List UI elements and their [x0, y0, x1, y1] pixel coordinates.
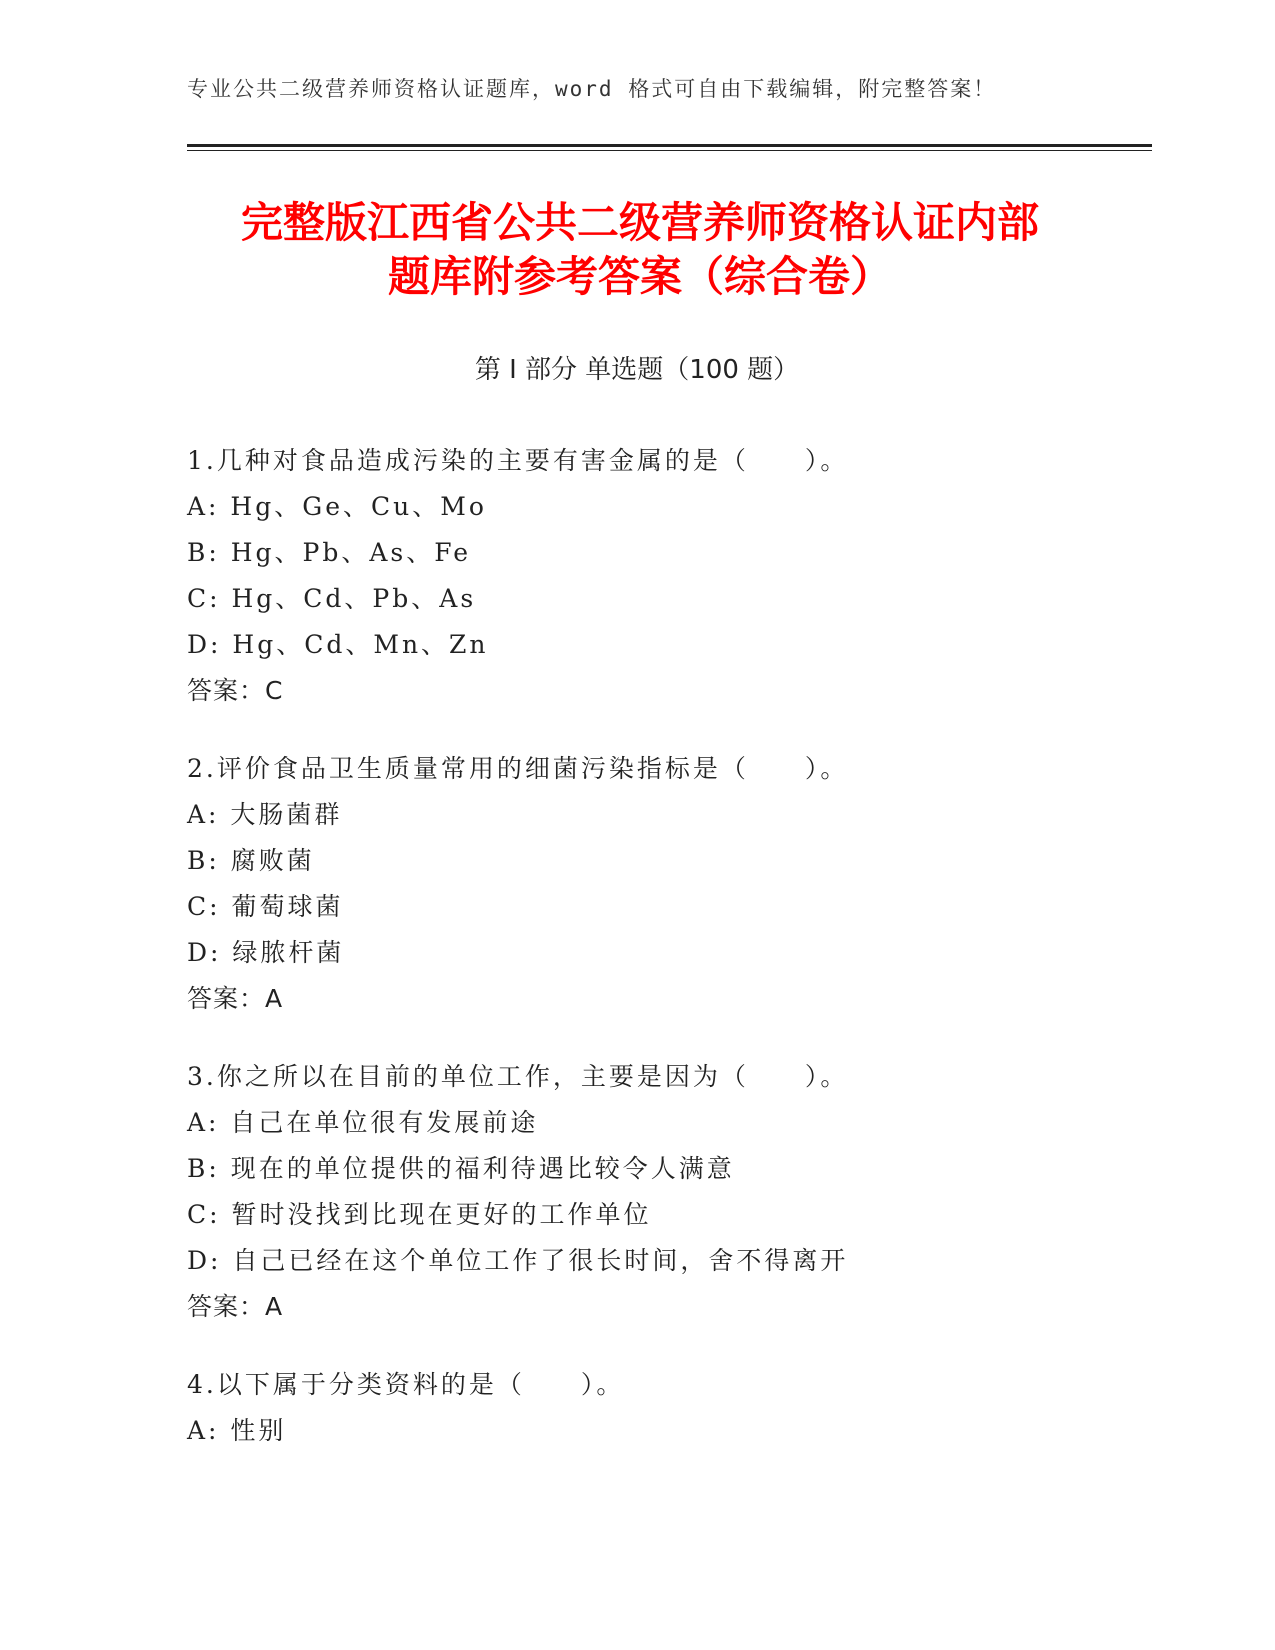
- question-1: [187, 438, 1147, 714]
- header-rule-thick: [187, 144, 1152, 147]
- header-rule-thin: [187, 150, 1152, 151]
- option-a: A: 性别: [187, 1416, 287, 1445]
- option-b: B: Hg、Pb、As、Fe: [187, 538, 472, 567]
- option-c: C: 葡萄球菌: [187, 892, 344, 921]
- answer: 答案：A: [187, 984, 284, 1013]
- option-a: A: 自己在单位很有发展前途: [187, 1108, 539, 1137]
- header-note: 专业公共二级营养师资格认证题库，word 格式可自由下载编辑，附完整答案！: [187, 77, 997, 101]
- option-a: A: 大肠菌群: [187, 800, 343, 829]
- option-c: C: Hg、Cd、Pb、As: [187, 584, 477, 613]
- document-title-line-1: 完整版江西省公共二级营养师资格认证内部: [240, 198, 1039, 247]
- question-3: [187, 1054, 1147, 1330]
- option-d: D: Hg、Cd、Mn、Zn: [187, 630, 489, 659]
- answer: 答案：C: [187, 676, 284, 705]
- document-title-line-2: 题库附参考答案（综合卷）: [387, 252, 892, 301]
- document-title: [140, 196, 1140, 304]
- question-stem: 4.以下属于分类资料的是（ ）。: [187, 1370, 625, 1399]
- question-stem: 1.几种对食品造成污染的主要有害金属的是（ ）。: [187, 446, 849, 475]
- answer: 答案：A: [187, 1292, 284, 1321]
- option-a: A: Hg、Ge、Cu、Mo: [187, 492, 487, 521]
- question-2: [187, 746, 1147, 1022]
- option-b: B: 现在的单位提供的福利待遇比较令人满意: [187, 1154, 735, 1183]
- section-title: 第 I 部分 单选题（100 题）: [474, 355, 800, 385]
- question-list: [187, 438, 1147, 1486]
- question-stem: 2.评价食品卫生质量常用的细菌污染指标是（ ）。: [187, 754, 849, 783]
- question-4: [187, 1362, 1147, 1454]
- question-stem: 3.你之所以在目前的单位工作，主要是因为（ ）。: [187, 1062, 849, 1091]
- option-c: C: 暂时没找到比现在更好的工作单位: [187, 1200, 652, 1229]
- option-b: B: 腐败菌: [187, 846, 315, 875]
- option-d: D: 绿脓杆菌: [187, 938, 345, 967]
- option-d: D: 自己已经在这个单位工作了很长时间，舍不得离开: [187, 1246, 849, 1275]
